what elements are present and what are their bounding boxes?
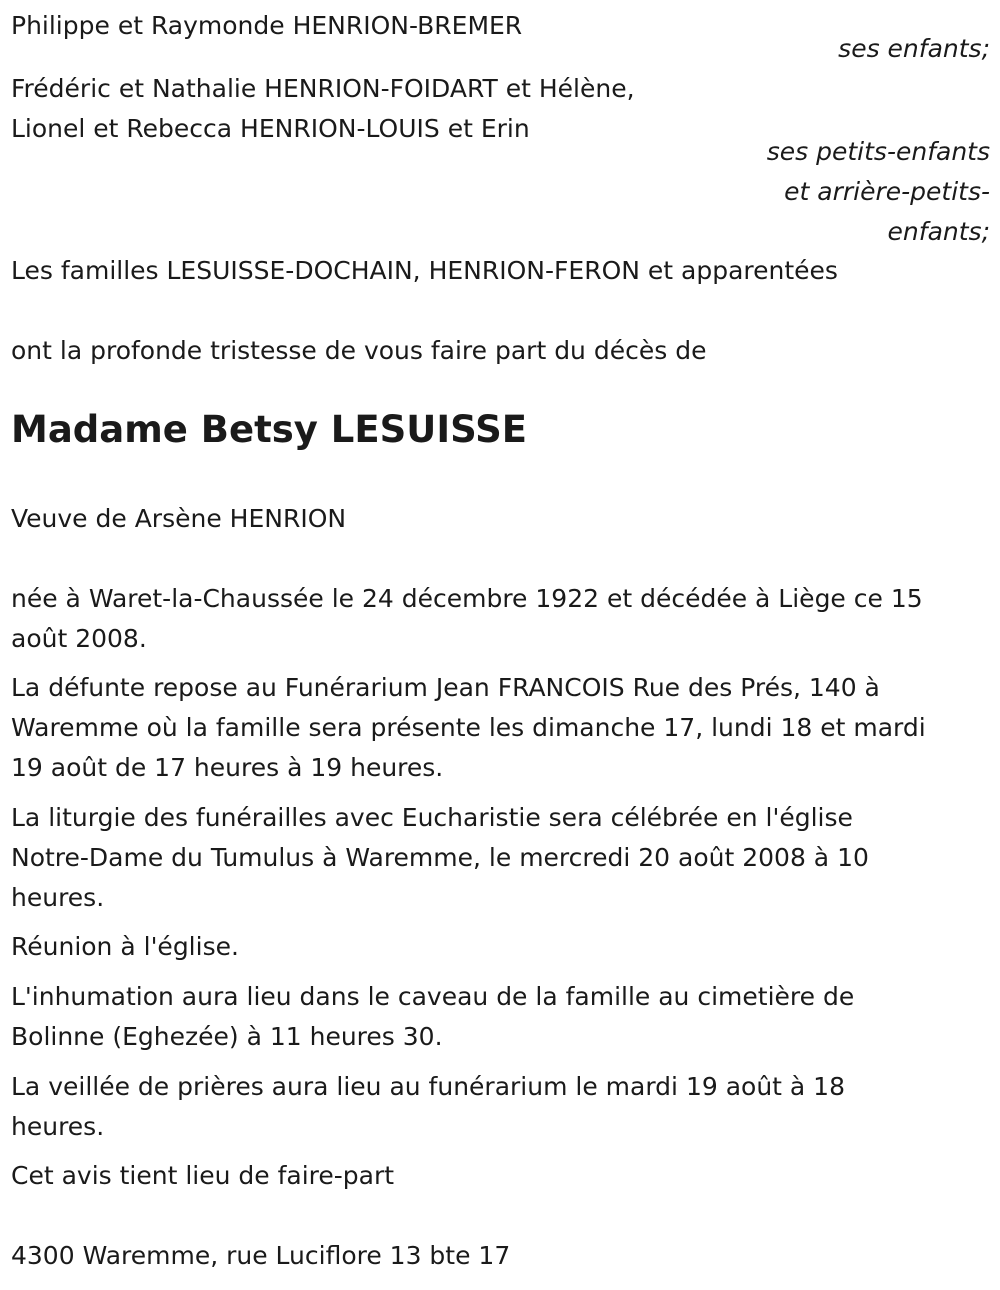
grandchildren-names-line-2: Lionel et Rebecca HENRION-LOUIS et Erin: [11, 114, 530, 143]
liturgy-line-2: Notre-Dame du Tumulus à Waremme, le mercredi 20 août 2008 à 10: [11, 843, 869, 872]
grandchildren-role-line-2: et arrière-petits-: [784, 177, 990, 206]
vigil-line-1: La veillée de prières aura lieu au funérarium le mardi 19 août à 18: [11, 1072, 845, 1101]
children-role: ses enfants;: [838, 34, 990, 63]
deceased-name: Madame Betsy LESUISSE: [11, 408, 527, 451]
grandchildren-names-line-1: Frédéric et Nathalie HENRION-FOIDART et Hélène,: [11, 74, 635, 103]
liturgy-paragraph: [11, 798, 869, 918]
children-names: Philippe et Raymonde HENRION-BREMER: [11, 11, 523, 40]
birth-death-paragraph: [11, 579, 923, 659]
reunion-paragraph: Réunion à l'église.: [11, 932, 239, 961]
burial-line-1: L'inhumation aura lieu dans le caveau de la famille au cimetière de: [11, 982, 855, 1011]
birth-death-line-1: née à Waret-la-Chaussée le 24 décembre 1922 et décédée à Liège ce 15: [11, 584, 923, 613]
vigil-line-2: heures.: [11, 1112, 105, 1141]
widow-of: Veuve de Arsène HENRION: [11, 504, 347, 533]
repose-paragraph: [11, 668, 926, 788]
grandchildren-role-line-3: enfants;: [887, 217, 990, 246]
address: 4300 Waremme, rue Luciflore 13 bte 17: [11, 1241, 511, 1270]
birth-death-line-2: août 2008.: [11, 624, 147, 653]
liturgy-line-1: La liturgie des funérailles avec Eucharistie sera célébrée en l'église: [11, 803, 853, 832]
grandchildren-role-line-1: ses petits-enfants: [766, 137, 990, 166]
burial-paragraph: [11, 977, 854, 1057]
repose-line-3: 19 août de 17 heures à 19 heures.: [11, 753, 444, 782]
repose-line-1: La défunte repose au Funérarium Jean FRANCOIS Rue des Prés, 140 à: [11, 673, 880, 702]
burial-line-2: Bolinne (Eghezée) à 11 heures 30.: [11, 1022, 443, 1051]
grandchildren-role: [767, 132, 990, 252]
announcement: ont la profonde tristesse de vous faire part du décès de: [11, 336, 707, 365]
repose-line-2: Waremme où la famille sera présente les dimanche 17, lundi 18 et mardi: [11, 713, 926, 742]
families-line: Les familles LESUISSE-DOCHAIN, HENRION-FERON et apparentées: [11, 256, 838, 285]
notice-paragraph: Cet avis tient lieu de faire-part: [11, 1161, 395, 1190]
grandchildren-names: [11, 69, 635, 149]
liturgy-line-3: heures.: [11, 883, 105, 912]
vigil-paragraph: [11, 1067, 845, 1147]
